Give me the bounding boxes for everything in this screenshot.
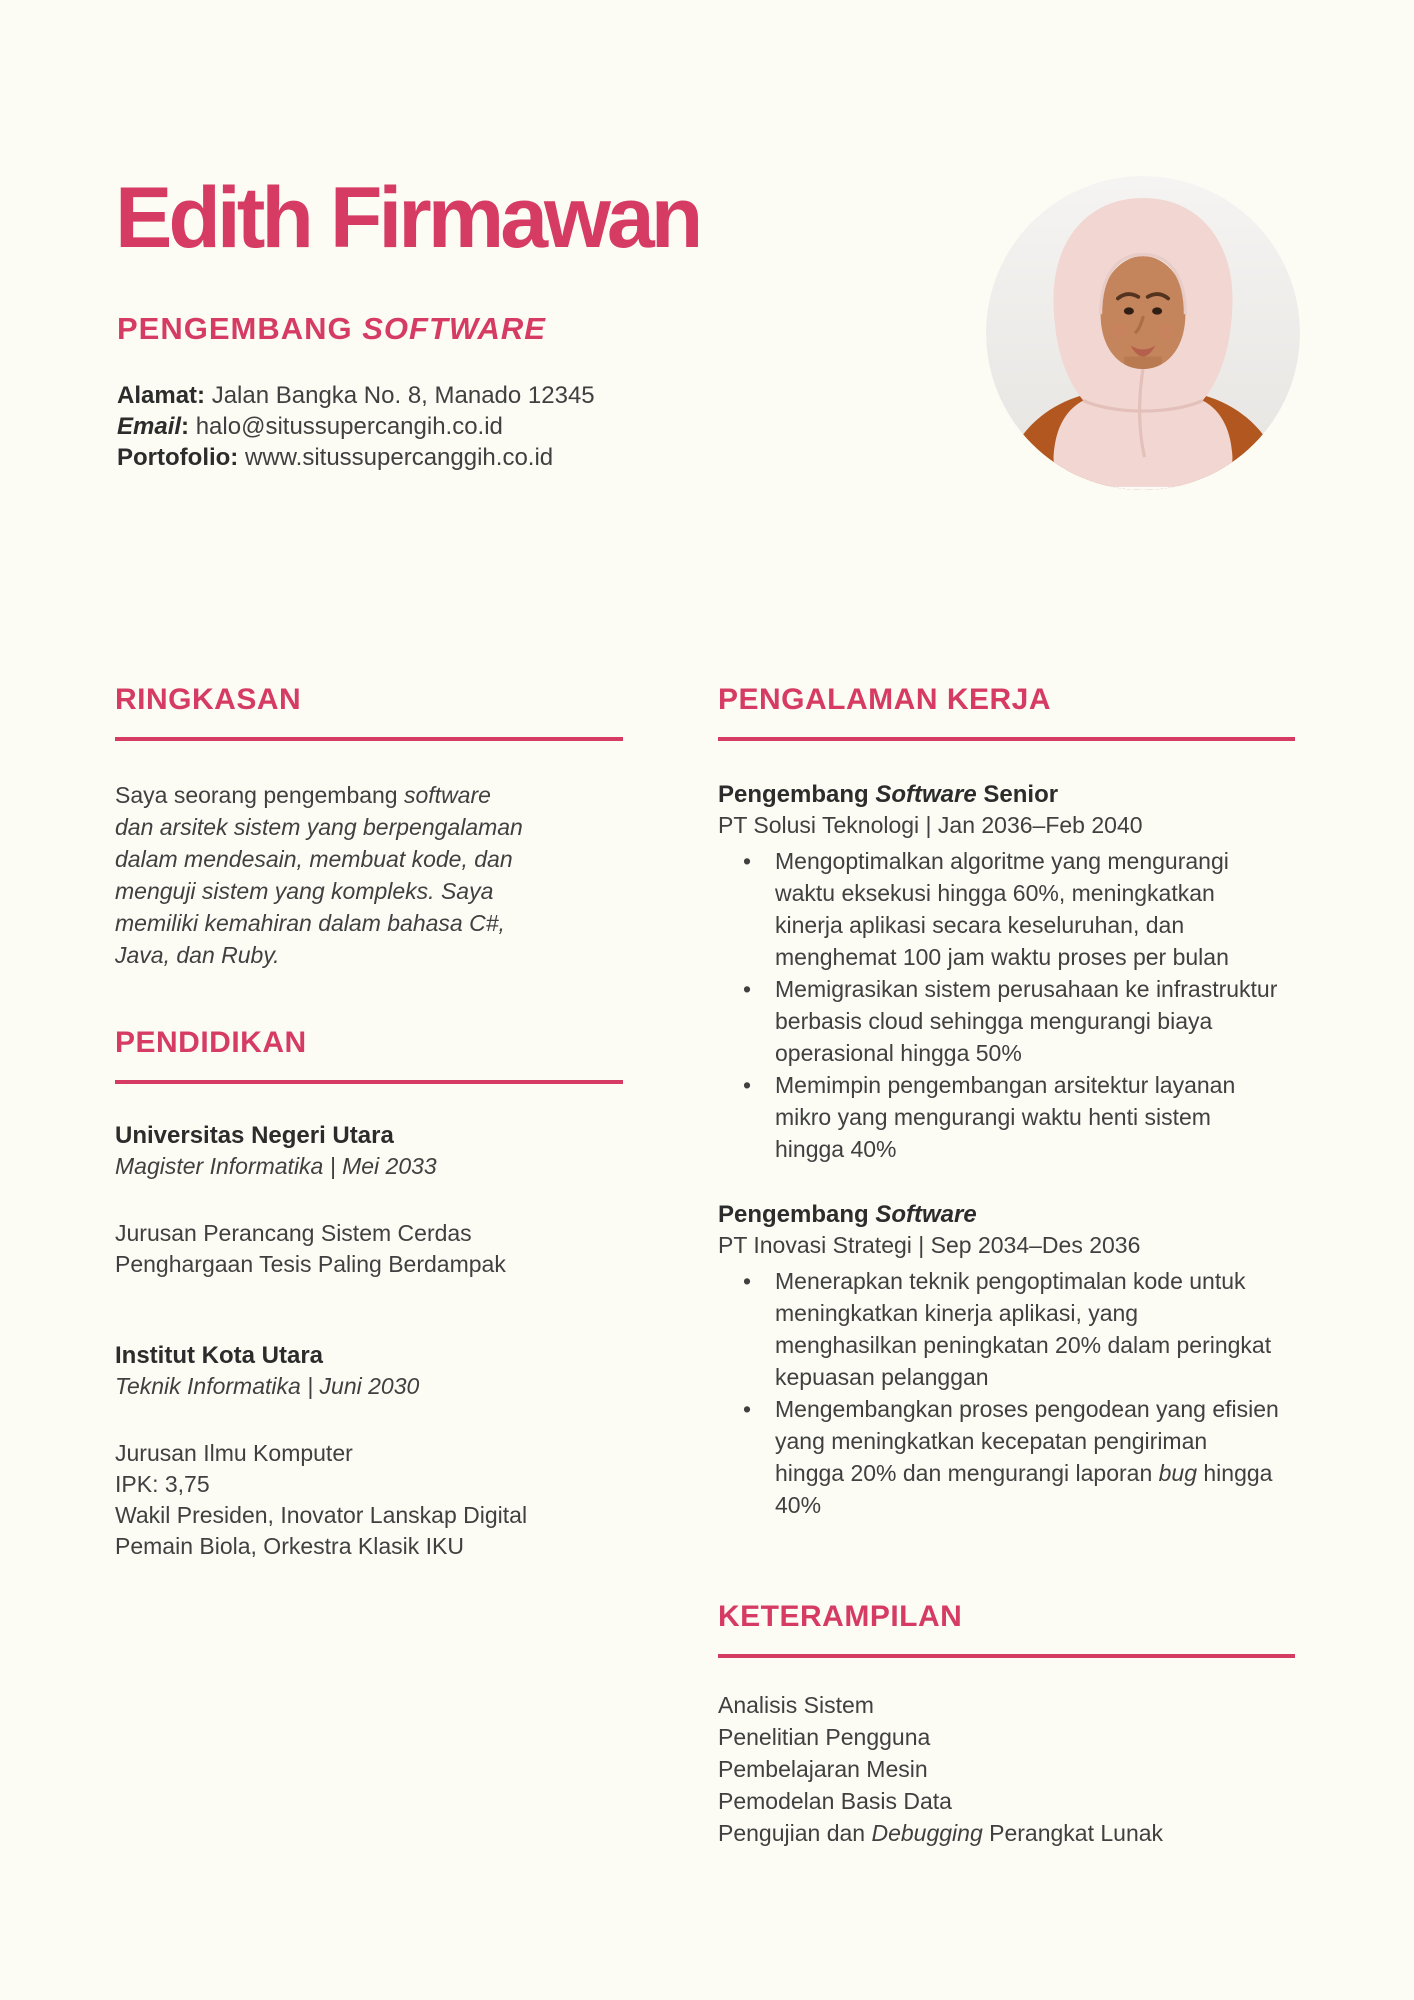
contact-block	[117, 380, 595, 473]
skill-item: Penelitian Pengguna	[718, 1724, 931, 1750]
job-bullet: • Mengoptimalkan algoritme yang mengurangi waktu eksekusi hingga 60%, meningkatkan kinerja aplikasi secara keseluruhan, dan menghemat 100 jam waktu proses per bulan	[775, 845, 1280, 973]
skill-item: Pemodelan Basis Data	[718, 1788, 952, 1814]
job-bullet: • Memigrasikan sistem perusahaan ke infrastruktur berbasis cloud sehingga mengurangi biaya operasional hingga 50%	[775, 973, 1280, 1069]
job-bullet: • Menerapkan teknik pengoptimalan kode untuk meningkatkan kinerja aplikasi, yang menghasilkan peningkatan 20% dalam peringkat kepuasan pelanggan	[775, 1265, 1280, 1393]
degree-and-date: Magister Informatika | Mei 2033	[115, 1153, 437, 1179]
job-title: Pengembang Software Senior	[718, 781, 1059, 808]
school-name: Universitas Negeri Utara	[115, 1122, 394, 1149]
education-details	[115, 1218, 623, 1280]
job-bullet: • Memimpin pengembangan arsitektur layanan mikro yang mengurangi waktu henti sistem hingga 40%	[775, 1069, 1280, 1165]
skill-item: Pembelajaran Mesin	[718, 1756, 928, 1782]
education-detail: Pemain Biola, Orkestra Klasik IKU	[115, 1533, 464, 1559]
education-detail: Jurusan Ilmu Komputer	[115, 1440, 353, 1466]
skills-divider	[718, 1654, 1295, 1658]
section-education	[115, 1025, 623, 1562]
education-detail: Jurusan Perancang Sistem Cerdas	[115, 1220, 472, 1246]
section-skills	[718, 1599, 1295, 1849]
summary-text: Saya seorang pengembang software dan arsitek sistem yang berpengalaman dalam mendesain, membuat kode, dan menguji sistem yang kompleks. Saya memiliki kemahiran dalam bahasa C#, Java, dan Ruby.	[115, 782, 523, 968]
profile-photo	[986, 176, 1300, 490]
job-title: Pengembang Software	[718, 1201, 977, 1228]
person-name: Edith Firmawan	[115, 170, 700, 266]
education-detail: Penghargaan Tesis Paling Berdampak	[115, 1251, 506, 1277]
degree-and-date: Teknik Informatika | Juni 2030	[115, 1373, 420, 1399]
company-and-dates: PT Solusi Teknologi | Jan 2036–Feb 2040	[718, 812, 1143, 838]
education-entry	[115, 1340, 623, 1562]
education-entry	[115, 1120, 623, 1280]
contact-address: Alamat: Jalan Bangka No. 8, Manado 12345	[117, 382, 595, 409]
job-bullet-list	[718, 1265, 1295, 1521]
skill-item: Pengujian dan Debugging Perangkat Lunak	[718, 1820, 1164, 1846]
skills-heading: KETERAMPILAN	[718, 1600, 963, 1633]
summary-divider	[115, 737, 623, 741]
company-and-dates: PT Inovasi Strategi | Sep 2034–Des 2036	[718, 1232, 1141, 1258]
contact-portfolio: Portofolio: www.situssupercanggih.co.id	[117, 444, 554, 471]
contact-email: Email: halo@situssupercangih.co.id	[117, 413, 503, 440]
job-title-heading: PENGEMBANG SOFTWARE	[117, 311, 546, 346]
profile-photo-illustration	[986, 176, 1300, 490]
job-entry	[718, 1199, 1295, 1521]
job-bullet-list	[718, 845, 1295, 1165]
job-bullet: • Mengembangkan proses pengodean yang efisien yang meningkatkan kecepatan pengiriman hingga 20% dan mengurangi laporan bug hingga 40%	[775, 1393, 1280, 1521]
experience-heading: PENGALAMAN KERJA	[718, 683, 1052, 716]
school-name: Institut Kota Utara	[115, 1342, 324, 1369]
left-column	[115, 682, 623, 1562]
job-entry	[718, 779, 1295, 1165]
education-detail: Wakil Presiden, Inovator Lanskap Digital	[115, 1502, 528, 1528]
education-heading: PENDIDIKAN	[115, 1026, 307, 1059]
experience-divider	[718, 737, 1295, 741]
summary-heading: RINGKASAN	[115, 683, 302, 716]
skill-item: Analisis Sistem	[718, 1692, 874, 1718]
education-detail: IPK: 3,75	[115, 1471, 210, 1497]
education-details	[115, 1438, 623, 1562]
section-experience	[718, 682, 1295, 1521]
section-summary	[115, 682, 623, 971]
skills-list	[718, 1689, 1295, 1849]
right-column	[718, 682, 1295, 1849]
education-divider	[115, 1080, 623, 1084]
